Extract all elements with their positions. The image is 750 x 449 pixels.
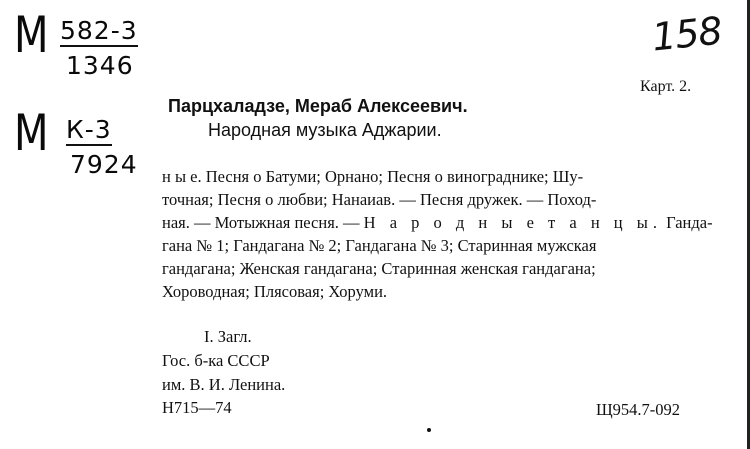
contents-line-1: н ы е. Песня о Батуми; Орнано; Песня о винограднике; Шу- (162, 167, 584, 186)
contents-line-3-start: ная. — Мотыжная песня. — (162, 213, 364, 232)
card-label: Карт. 2. (640, 78, 692, 95)
contents-line-6: Хороводная; Плясовая; Хоруми. (162, 282, 388, 301)
call-letter-m-2: М (14, 104, 50, 162)
title-line: Народная музыка Аджарии. (208, 120, 442, 140)
order-number: Н715—74 (162, 398, 232, 417)
punch-mark (427, 428, 431, 432)
call-number-2-bottom: 7924 (70, 150, 138, 179)
call-number-2-top: К-3 (66, 115, 112, 144)
tracing-note: I. Загл. (204, 327, 252, 346)
contents-line-4: гана № 1; Гандагана № 2; Гандагана № 3; Старинная мужская (162, 236, 597, 255)
contents-line-3 (162, 212, 713, 233)
contents-line-3-end: Ганда- (661, 213, 713, 232)
library-line-2: им. В. И. Ленина. (162, 375, 286, 394)
call-letter-m-1: М (14, 6, 50, 64)
library-line-1: Гос. б-ка СССР (162, 351, 270, 370)
author-heading: Парцхаладзе, Мераб Алексеевич. (168, 96, 468, 116)
handwritten-page-number: 158 (649, 8, 724, 60)
contents-line-5: гандагана; Женская гандагана; Старинная женская гандагана; (162, 259, 596, 278)
section-heading-dances: Н а р о д н ы е т а н ц ы. (363, 213, 662, 232)
call-number-1-bottom: 1346 (66, 51, 134, 80)
classification-code: Щ954.7-092 (596, 400, 681, 419)
call-number-1-top: 582-3 (60, 16, 138, 45)
contents-line-2: точная; Песня о любви; Нанаиав. — Песня дружек. — Поход- (162, 190, 597, 209)
